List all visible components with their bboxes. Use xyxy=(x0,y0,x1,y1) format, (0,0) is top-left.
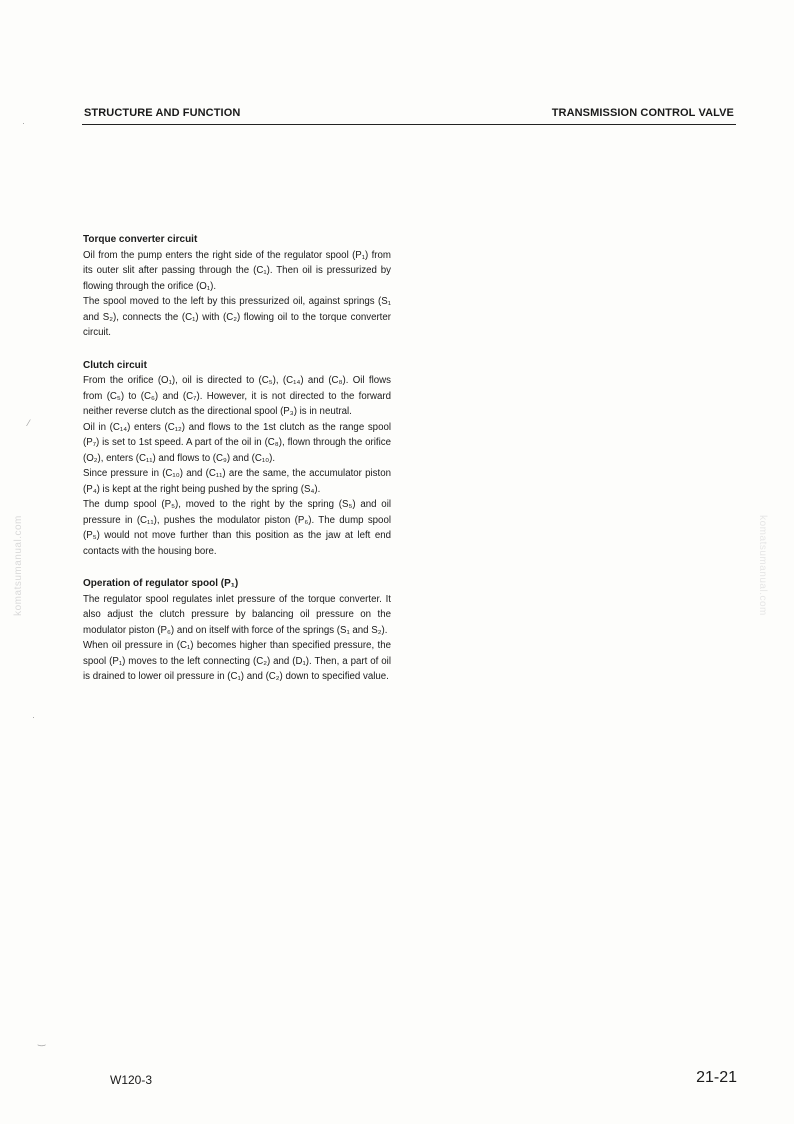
scan-speck: ⁄ xyxy=(28,418,30,428)
paragraph: The regulator spool regulates inlet pressure of the torque converter. It also adjust the clutch pressure by balancing oil pressure on the modulator piston (P₆) and on itself with force of the springs (S₁ and S₂). xyxy=(83,593,391,636)
section-heading: Torque converter circuit xyxy=(83,234,198,245)
paragraph: Oil from the pump enters the right side of the regulator spool (P₁) from its outer slit after passing through the (C₁). Then oil is pressurized by flowing through the orifice (O₁). xyxy=(83,249,391,292)
section-heading: Operation of regulator spool (P₁) xyxy=(83,578,239,589)
header-divider xyxy=(82,124,736,125)
section-regulator-spool-operation xyxy=(83,576,391,685)
paragraph: The spool moved to the left by this pressurized oil, against springs (S₁ and S₂), connects the (C₁) with (C₂) flowing oil to the torque converter circuit. xyxy=(83,296,391,338)
section-heading: Clutch circuit xyxy=(83,359,147,371)
scan-speck: ‿ xyxy=(38,1036,46,1046)
paragraph: Oil in (C₁₄) enters (C₁₂) and flows to the 1st clutch as the range spool (P₇) is set to 1st speed. A part of the oil in (C₈), flown through the orifice (O₂), enters (C₁₁) and flows to (C₉) and (C₁₀). xyxy=(83,421,391,464)
body-text xyxy=(83,232,391,702)
footer-page-number: 21-21 xyxy=(696,1069,737,1086)
header-component-title: TRANSMISSION CONTROL VALVE xyxy=(551,107,734,119)
watermark-left: komatsumanual.com xyxy=(12,515,24,616)
scan-speck: · xyxy=(22,118,25,128)
watermark-right: komatsumanual.com xyxy=(756,515,768,616)
section-torque-converter-circuit xyxy=(83,232,391,341)
section-clutch-circuit xyxy=(83,358,391,560)
scan-speck: · xyxy=(32,712,35,722)
paragraph: From the orifice (O₁), oil is directed to (C₅), (C₁₄) and (C₈). Oil flows from (C₅) to (C₆) and (C₇). However, it is not directed to the forward neither reverse clutch as the directional spool (P₃) is in neutral. xyxy=(83,375,391,417)
footer-model-code: W120-3 xyxy=(110,1073,153,1087)
header-section-title: STRUCTURE AND FUNCTION xyxy=(84,107,241,119)
paragraph: The dump spool (P₅), moved to the right by the spring (S₅) and oil pressure in (C₁₁), pushes the modulator piston (P₆). The dump spool (P₅) would not move further than this position as the jaw at left end contacts with the housing bore. xyxy=(83,499,391,557)
paragraph: Since pressure in (C₁₀) and (C₁₁) are the same, the accumulator piston (P₄) is kept at the right being pushed by the spring (S₄). xyxy=(83,468,391,495)
paragraph: When oil pressure in (C₁) becomes higher than specified pressure, the spool (P₁) moves to the left connecting (C₂) and (D₁). Then, a part of oil is drained to lower oil pressure in (C₁) and (C₂) down to specified value. xyxy=(83,640,391,682)
